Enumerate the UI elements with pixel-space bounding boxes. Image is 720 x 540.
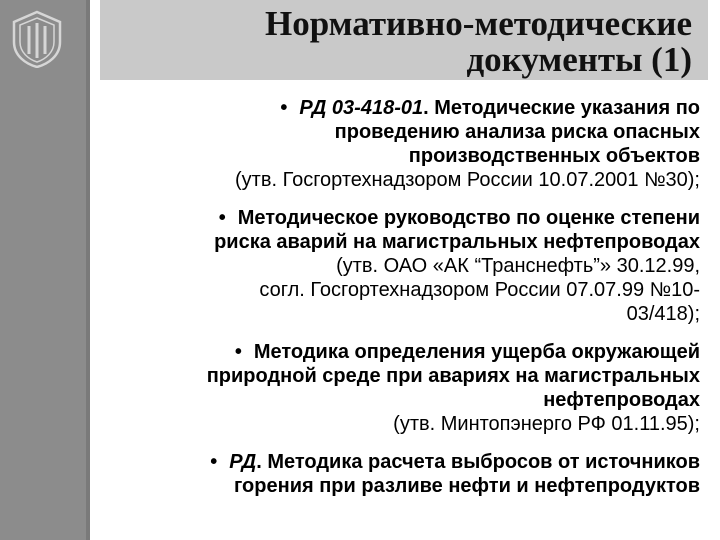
list-item-risk-guide (100, 206, 700, 326)
document-code: РД 03-418-01 (299, 97, 424, 119)
list-item-damage-method (100, 340, 700, 436)
list-item-rd-03-418-01 (100, 96, 700, 192)
document-list (100, 96, 700, 512)
sidebar-edge (86, 0, 90, 540)
title-band (100, 0, 708, 80)
item-text: Методика определения ущерба окружающей (253, 341, 700, 363)
approval-line: (утв. ОАО «АК “Транснефть”» 30.12.99, (336, 255, 700, 277)
slide-title (132, 6, 692, 78)
title-line-1: Нормативно-методические (264, 4, 692, 43)
item-line: горения при разливе нефти и нефтепродуктов (233, 475, 700, 497)
item-text: . Методика расчета выбросов от источников (256, 451, 700, 473)
item-text: . Методические указания по (423, 97, 700, 119)
item-line: нефтепроводах (543, 389, 700, 411)
list-item-emission-method (100, 450, 700, 498)
item-line (100, 450, 700, 474)
item-line: природной среде при авариях на магистральных (206, 365, 700, 387)
document-code: РД (229, 451, 257, 473)
title-line-2: документы (1) (466, 40, 692, 79)
approval-line: (утв. Госгортехнадзором России 10.07.2001 №30); (235, 169, 700, 191)
item-line: проведению анализа риска опасных (334, 121, 700, 143)
item-line (100, 340, 700, 364)
item-line (100, 96, 700, 120)
item-line (100, 206, 700, 230)
emblem-shield-icon (10, 10, 64, 68)
bullet-icon: • (234, 341, 242, 363)
approval-line: 03/418); (626, 303, 700, 325)
bullet-icon: • (210, 451, 218, 473)
item-text: Методическое руководство по оценке степени (237, 207, 700, 229)
approval-line: (утв. Минтопэнерго РФ 01.11.95); (393, 413, 700, 435)
approval-line: согл. Госгортехнадзором России 07.07.99 №10- (259, 279, 700, 301)
item-line: риска аварий на магистральных нефтепроводах (214, 231, 700, 253)
left-sidebar (0, 0, 90, 540)
bullet-icon: • (218, 207, 226, 229)
item-line: производственных объектов (408, 145, 700, 167)
bullet-icon: • (280, 97, 288, 119)
